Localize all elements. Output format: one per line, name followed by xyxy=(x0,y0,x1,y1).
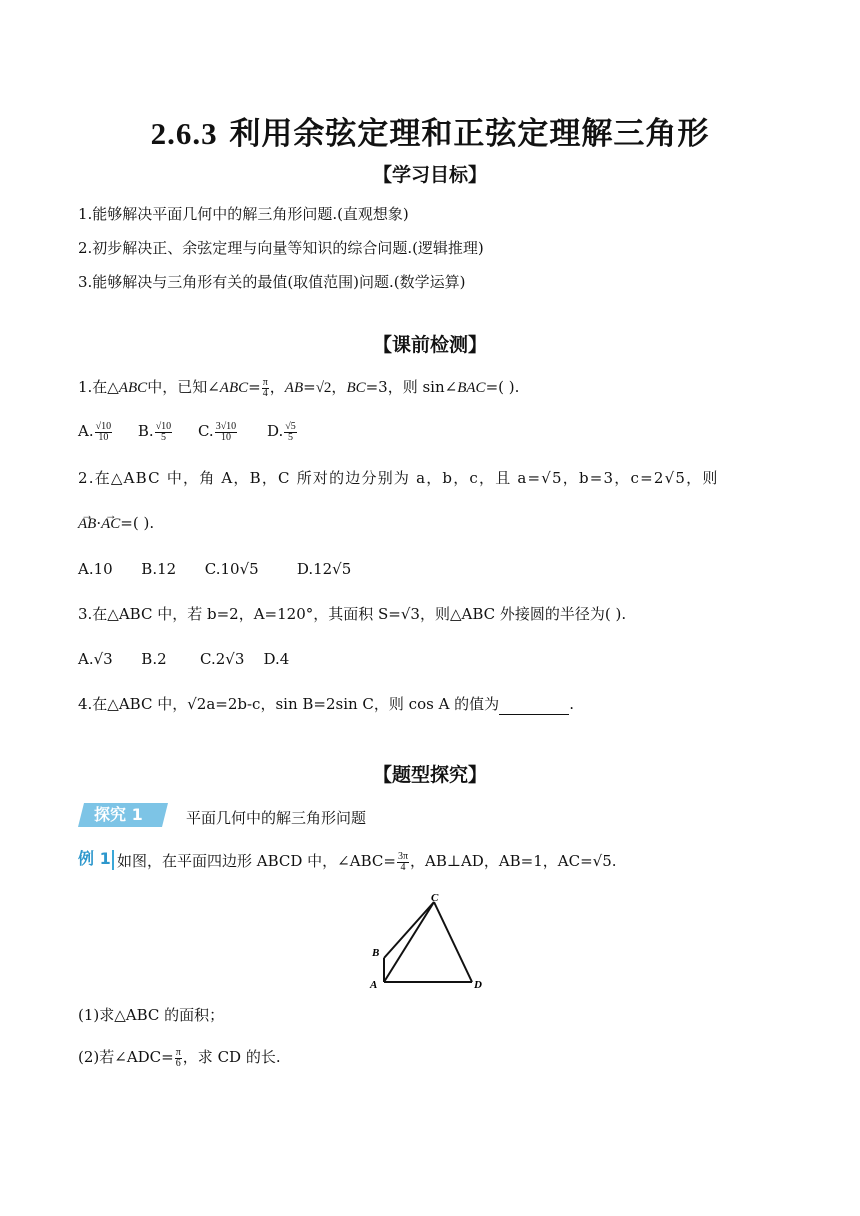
section-goals-heading: 【学习目标】 xyxy=(372,164,487,186)
explore-title: 平面几何中的解三角形问题 xyxy=(186,809,367,827)
fraction-3pi-over-4: $\frac{3\pi}{4}$ xyxy=(397,850,408,873)
explore-badge-label: 探究 1 xyxy=(94,805,143,824)
section-explore-heading: 【题型探究】 xyxy=(372,764,487,786)
answer-blank xyxy=(499,699,569,715)
title-text: 利用余弦定理和正弦定理解三角形 xyxy=(229,116,710,152)
question-3: 3.在△ABC 中，若 b=2，A=120°，其面积 S=√3，则△ABC 外接圆的半径为( ). xyxy=(78,605,627,623)
question-3-options: A.√3 B.2 C.2√3 D.4 xyxy=(78,650,290,668)
question-4: 4.在△ABC 中，√2a=2b-c，sin B=2sin C，则 cos A 的值为 . xyxy=(78,695,574,713)
example-1-part-1: (1)求△ABC 的面积； xyxy=(78,1006,225,1024)
quadrilateral-figure xyxy=(368,890,488,990)
example-label: 例 1 xyxy=(78,849,111,868)
question-1-options: A. $\frac{√10}{10}$ B. $\frac{√10}{5}$ C. $\frac{3√10}{10}$ D. $\frac{√5}{5}$ xyxy=(78,420,296,443)
goal-item-1: 1.能够解决平面几何中的解三角形问题.(直观想象) xyxy=(78,205,409,223)
example-1-part-2: (2)若∠ADC= $\frac{\pi}{6}$ ，求 CD 的长. xyxy=(78,1046,281,1069)
page-title xyxy=(0,108,860,153)
title-number: 2.6.3 xyxy=(150,116,218,151)
question-2-line-1: 2.在△ABC 中，角 A，B，C 所对的边分别为 a，b，c，且 a=√5，b=3，c=2√5，则 xyxy=(78,469,719,487)
fraction-pi-over-6: $\frac{\pi}{6}$ xyxy=(175,1046,181,1069)
label-a: A xyxy=(370,979,378,990)
label-d: D xyxy=(474,979,482,990)
question-2-options: A.10 B.12 C.10√5 D.12√5 xyxy=(78,560,352,578)
question-1: 1.在△ABC中，已知∠ABC= $\frac{\pi}{4}$ ，AB=√2，BC=3，则 sin∠BAC=( ). xyxy=(78,376,520,399)
goal-item-2: 2.初步解决正、余弦定理与向量等知识的综合问题.(逻辑推理) xyxy=(78,239,484,257)
label-c: C xyxy=(431,892,439,904)
fraction-pi-over-4: $\frac{\pi}{4}$ xyxy=(262,376,268,399)
goal-item-3: 3.能够解决与三角形有关的最值(取值范围)问题.(数学运算) xyxy=(78,273,466,291)
section-pretest-heading: 【课前检测】 xyxy=(372,334,487,356)
label-b: B xyxy=(372,947,380,959)
question-2-line-2: → AB·→ AC=( ). xyxy=(78,512,154,535)
example-1-text: 如图，在平面四边形 ABCD 中，∠ABC= $\frac{3\pi}{4}$ ，AB⊥AD，AB=1，AC=√5. xyxy=(117,850,617,873)
